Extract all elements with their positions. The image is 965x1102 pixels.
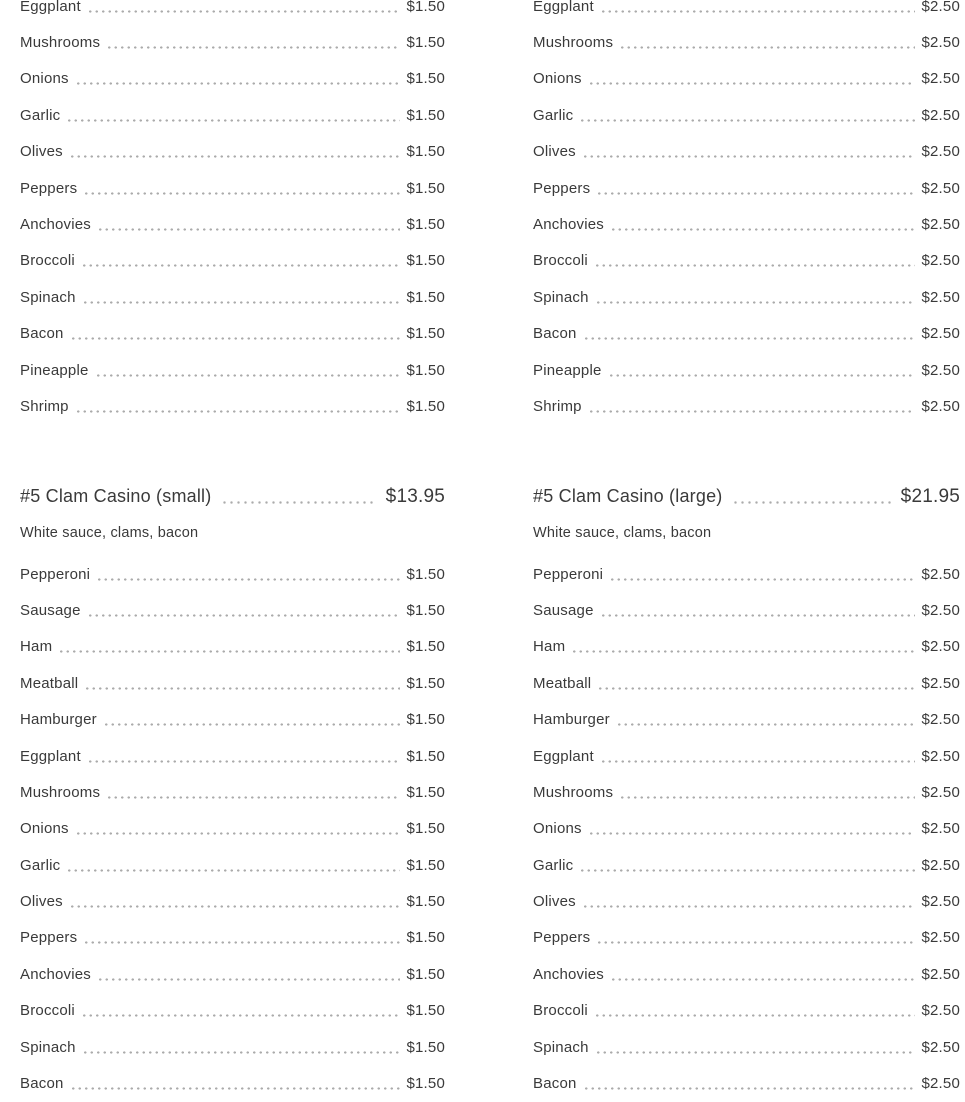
topping-price: $1.50 [406, 143, 445, 161]
topping-row [20, 243, 445, 279]
dot-leader [588, 410, 916, 413]
dot-leader [69, 905, 401, 908]
topping-label: Pineapple [20, 361, 89, 379]
topping-label: Olives [533, 143, 576, 161]
topping-price: $1.50 [406, 856, 445, 874]
topping-price: $2.50 [921, 856, 960, 874]
topping-label: Shrimp [533, 397, 582, 415]
topping-row [533, 1029, 960, 1065]
dot-leader [87, 614, 401, 617]
topping-price: $1.50 [406, 638, 445, 656]
topping-price: $1.50 [406, 216, 445, 234]
topping-label: Olives [20, 893, 63, 911]
dot-leader [87, 760, 401, 763]
topping-row [533, 388, 960, 424]
topping-label: Pepperoni [533, 565, 604, 583]
dot-leader [616, 723, 916, 726]
toppings-list-continued [533, 0, 960, 425]
dot-leader [594, 1014, 916, 1017]
topping-label: Broccoli [533, 1002, 588, 1020]
topping-label: Peppers [20, 929, 78, 947]
dot-leader [66, 869, 400, 872]
topping-price: $2.50 [921, 820, 960, 838]
topping-price: $1.50 [406, 565, 445, 583]
dot-leader [103, 723, 401, 726]
topping-label: Peppers [533, 179, 591, 197]
toppings-list [533, 556, 960, 1102]
topping-label: Broccoli [20, 252, 75, 270]
topping-price: $1.50 [406, 325, 445, 343]
dot-leader [70, 1087, 401, 1090]
topping-row [533, 665, 960, 701]
topping-row [533, 956, 960, 992]
topping-row [533, 738, 960, 774]
topping-row [533, 24, 960, 60]
topping-price: $1.50 [406, 820, 445, 838]
menu-item-price: $21.95 [900, 485, 960, 507]
dot-leader [81, 1014, 401, 1017]
topping-label: Eggplant [20, 747, 81, 765]
topping-row [533, 61, 960, 97]
dot-leader [579, 119, 915, 122]
topping-price: $2.50 [921, 674, 960, 692]
dot-leader [610, 978, 915, 981]
topping-label: Onions [20, 820, 69, 838]
topping-row [533, 811, 960, 847]
topping-price: $2.50 [921, 893, 960, 911]
topping-row [20, 993, 445, 1029]
dot-leader [583, 337, 916, 340]
topping-label: Shrimp [20, 397, 69, 415]
topping-price: $2.50 [921, 965, 960, 983]
topping-row [20, 556, 445, 592]
topping-price: $1.50 [406, 1002, 445, 1020]
menu-column-small [20, 0, 445, 1102]
topping-price: $2.50 [921, 1038, 960, 1056]
topping-price: $2.50 [921, 70, 960, 88]
dot-leader [106, 796, 400, 799]
topping-price: $2.50 [921, 397, 960, 415]
topping-row [533, 920, 960, 956]
topping-label: Bacon [20, 325, 64, 343]
menu-item-description: White sauce, clams, bacon [533, 525, 712, 542]
topping-label: Meatball [533, 674, 592, 692]
topping-price: $1.50 [406, 70, 445, 88]
topping-row [20, 206, 445, 242]
topping-price: $1.50 [406, 397, 445, 415]
topping-label: Bacon [533, 325, 577, 343]
topping-label: Spinach [533, 288, 589, 306]
topping-label: Eggplant [533, 0, 594, 15]
topping-price: $1.50 [406, 1075, 445, 1093]
dot-leader [597, 687, 915, 690]
topping-label: Pepperoni [20, 565, 91, 583]
topping-row [20, 388, 445, 424]
topping-row [20, 134, 445, 170]
topping-row [20, 738, 445, 774]
topping-row [533, 279, 960, 315]
topping-label: Olives [533, 893, 576, 911]
topping-row [20, 61, 445, 97]
topping-label: Mushrooms [533, 783, 614, 801]
topping-price: $2.50 [921, 747, 960, 765]
topping-row [533, 243, 960, 279]
dot-leader [582, 155, 916, 158]
topping-row [20, 811, 445, 847]
topping-price: $2.50 [921, 1002, 960, 1020]
topping-row [20, 701, 445, 737]
dot-leader [596, 941, 915, 944]
dot-leader [600, 760, 916, 763]
topping-row [533, 134, 960, 170]
dot-leader [69, 155, 401, 158]
topping-price: $1.50 [406, 601, 445, 619]
dot-leader [66, 119, 400, 122]
topping-row [20, 1065, 445, 1101]
topping-label: Ham [533, 638, 566, 656]
topping-row [20, 1029, 445, 1065]
topping-label: Peppers [533, 929, 591, 947]
topping-row [533, 883, 960, 919]
topping-price: $2.50 [921, 179, 960, 197]
topping-label: Olives [20, 143, 63, 161]
topping-label: Sausage [533, 601, 594, 619]
topping-price: $1.50 [406, 1038, 445, 1056]
dot-leader [81, 264, 401, 267]
topping-price: $2.50 [921, 601, 960, 619]
topping-label: Peppers [20, 179, 78, 197]
dot-leader [83, 941, 400, 944]
dot-leader [83, 192, 400, 195]
toppings-list-continued [20, 0, 445, 425]
topping-price: $1.50 [406, 361, 445, 379]
topping-label: Onions [533, 820, 582, 838]
topping-row [533, 352, 960, 388]
topping-label: Pineapple [533, 361, 602, 379]
topping-row [533, 774, 960, 810]
dot-leader [600, 614, 916, 617]
topping-price: $2.50 [921, 106, 960, 124]
topping-row [533, 993, 960, 1029]
topping-label: Mushrooms [20, 783, 101, 801]
topping-row [20, 0, 445, 24]
dot-leader [97, 228, 400, 231]
menu-item-name: #5 Clam Casino (small) [20, 486, 212, 507]
topping-row [20, 24, 445, 60]
dot-leader [96, 578, 400, 581]
dot-leader [97, 978, 400, 981]
topping-row [20, 665, 445, 701]
topping-label: Broccoli [20, 1002, 75, 1020]
topping-row [20, 316, 445, 352]
topping-price: $1.50 [406, 711, 445, 729]
topping-price: $1.50 [406, 252, 445, 270]
topping-row [533, 0, 960, 24]
topping-label: Spinach [20, 288, 76, 306]
menu-item-price: $13.95 [385, 485, 445, 507]
topping-row [20, 847, 445, 883]
topping-row [533, 1065, 960, 1101]
dot-leader [583, 1087, 916, 1090]
topping-label: Sausage [20, 601, 81, 619]
topping-row [20, 629, 445, 665]
topping-row [20, 592, 445, 628]
dot-leader [75, 82, 401, 85]
topping-price: $2.50 [921, 325, 960, 343]
topping-price: $2.50 [921, 929, 960, 947]
topping-row [533, 847, 960, 883]
topping-label: Anchovies [533, 965, 605, 983]
dot-leader [84, 687, 400, 690]
topping-label: Bacon [20, 1075, 64, 1093]
topping-row [533, 170, 960, 206]
topping-price: $2.50 [921, 288, 960, 306]
toppings-list [20, 556, 445, 1102]
topping-row [20, 97, 445, 133]
topping-label: Garlic [533, 856, 574, 874]
menu-item-header [20, 479, 445, 515]
dot-leader [588, 832, 916, 835]
topping-row [533, 97, 960, 133]
dot-leader [571, 650, 915, 653]
topping-label: Garlic [533, 106, 574, 124]
topping-price: $1.50 [406, 929, 445, 947]
topping-row [20, 279, 445, 315]
topping-label: Hamburger [533, 711, 610, 729]
topping-row [20, 774, 445, 810]
topping-label: Garlic [20, 106, 61, 124]
dot-leader [732, 501, 891, 504]
topping-row [533, 701, 960, 737]
topping-price: $2.50 [921, 0, 960, 15]
topping-label: Anchovies [533, 216, 605, 234]
dot-leader [619, 796, 915, 799]
topping-label: Onions [533, 70, 582, 88]
topping-price: $1.50 [406, 106, 445, 124]
dot-leader [600, 10, 916, 13]
topping-label: Onions [20, 70, 69, 88]
topping-label: Meatball [20, 674, 79, 692]
topping-price: $2.50 [921, 361, 960, 379]
menu-item-description: White sauce, clams, bacon [20, 525, 199, 542]
dot-leader [95, 374, 401, 377]
topping-price: $2.50 [921, 711, 960, 729]
topping-row [533, 556, 960, 592]
topping-label: Mushrooms [533, 34, 614, 52]
dot-leader [82, 301, 401, 304]
dot-leader [596, 192, 915, 195]
dot-leader [594, 264, 916, 267]
topping-price: $2.50 [921, 252, 960, 270]
dot-leader [221, 501, 376, 504]
topping-label: Mushrooms [20, 34, 101, 52]
topping-label: Spinach [20, 1038, 76, 1056]
topping-row [20, 883, 445, 919]
topping-price: $1.50 [406, 747, 445, 765]
topping-price: $2.50 [921, 34, 960, 52]
topping-price: $1.50 [406, 179, 445, 197]
dot-leader [106, 46, 400, 49]
dot-leader [595, 301, 916, 304]
topping-row [20, 170, 445, 206]
topping-price: $1.50 [406, 0, 445, 15]
topping-price: $2.50 [921, 638, 960, 656]
dot-leader [588, 82, 916, 85]
topping-row [533, 316, 960, 352]
topping-label: Anchovies [20, 965, 92, 983]
topping-label: Hamburger [20, 711, 97, 729]
topping-row [533, 592, 960, 628]
topping-row [20, 956, 445, 992]
menu-item-name: #5 Clam Casino (large) [533, 486, 723, 507]
topping-label: Ham [20, 638, 53, 656]
dot-leader [582, 905, 916, 908]
topping-label: Garlic [20, 856, 61, 874]
topping-label: Bacon [533, 1075, 577, 1093]
dot-leader [70, 337, 401, 340]
menu-item-header [533, 479, 960, 515]
dot-leader [619, 46, 915, 49]
topping-row [533, 206, 960, 242]
dot-leader [609, 578, 915, 581]
dot-leader [82, 1051, 401, 1054]
topping-price: $1.50 [406, 674, 445, 692]
dot-leader [610, 228, 915, 231]
topping-price: $2.50 [921, 565, 960, 583]
topping-row [533, 629, 960, 665]
topping-label: Anchovies [20, 216, 92, 234]
topping-label: Eggplant [20, 0, 81, 15]
topping-price: $2.50 [921, 783, 960, 801]
topping-price: $1.50 [406, 783, 445, 801]
dot-leader [75, 410, 401, 413]
topping-row [20, 352, 445, 388]
dot-leader [595, 1051, 916, 1054]
dot-leader [608, 374, 916, 377]
dot-leader [58, 650, 400, 653]
topping-row [20, 920, 445, 956]
topping-price: $1.50 [406, 965, 445, 983]
topping-price: $2.50 [921, 1075, 960, 1093]
dot-leader [75, 832, 401, 835]
topping-label: Spinach [533, 1038, 589, 1056]
dot-leader [87, 10, 401, 13]
topping-price: $1.50 [406, 893, 445, 911]
topping-price: $2.50 [921, 216, 960, 234]
menu-column-large [533, 0, 960, 1102]
topping-price: $2.50 [921, 143, 960, 161]
topping-label: Broccoli [533, 252, 588, 270]
topping-label: Eggplant [533, 747, 594, 765]
dot-leader [579, 869, 915, 872]
topping-price: $1.50 [406, 288, 445, 306]
topping-price: $1.50 [406, 34, 445, 52]
